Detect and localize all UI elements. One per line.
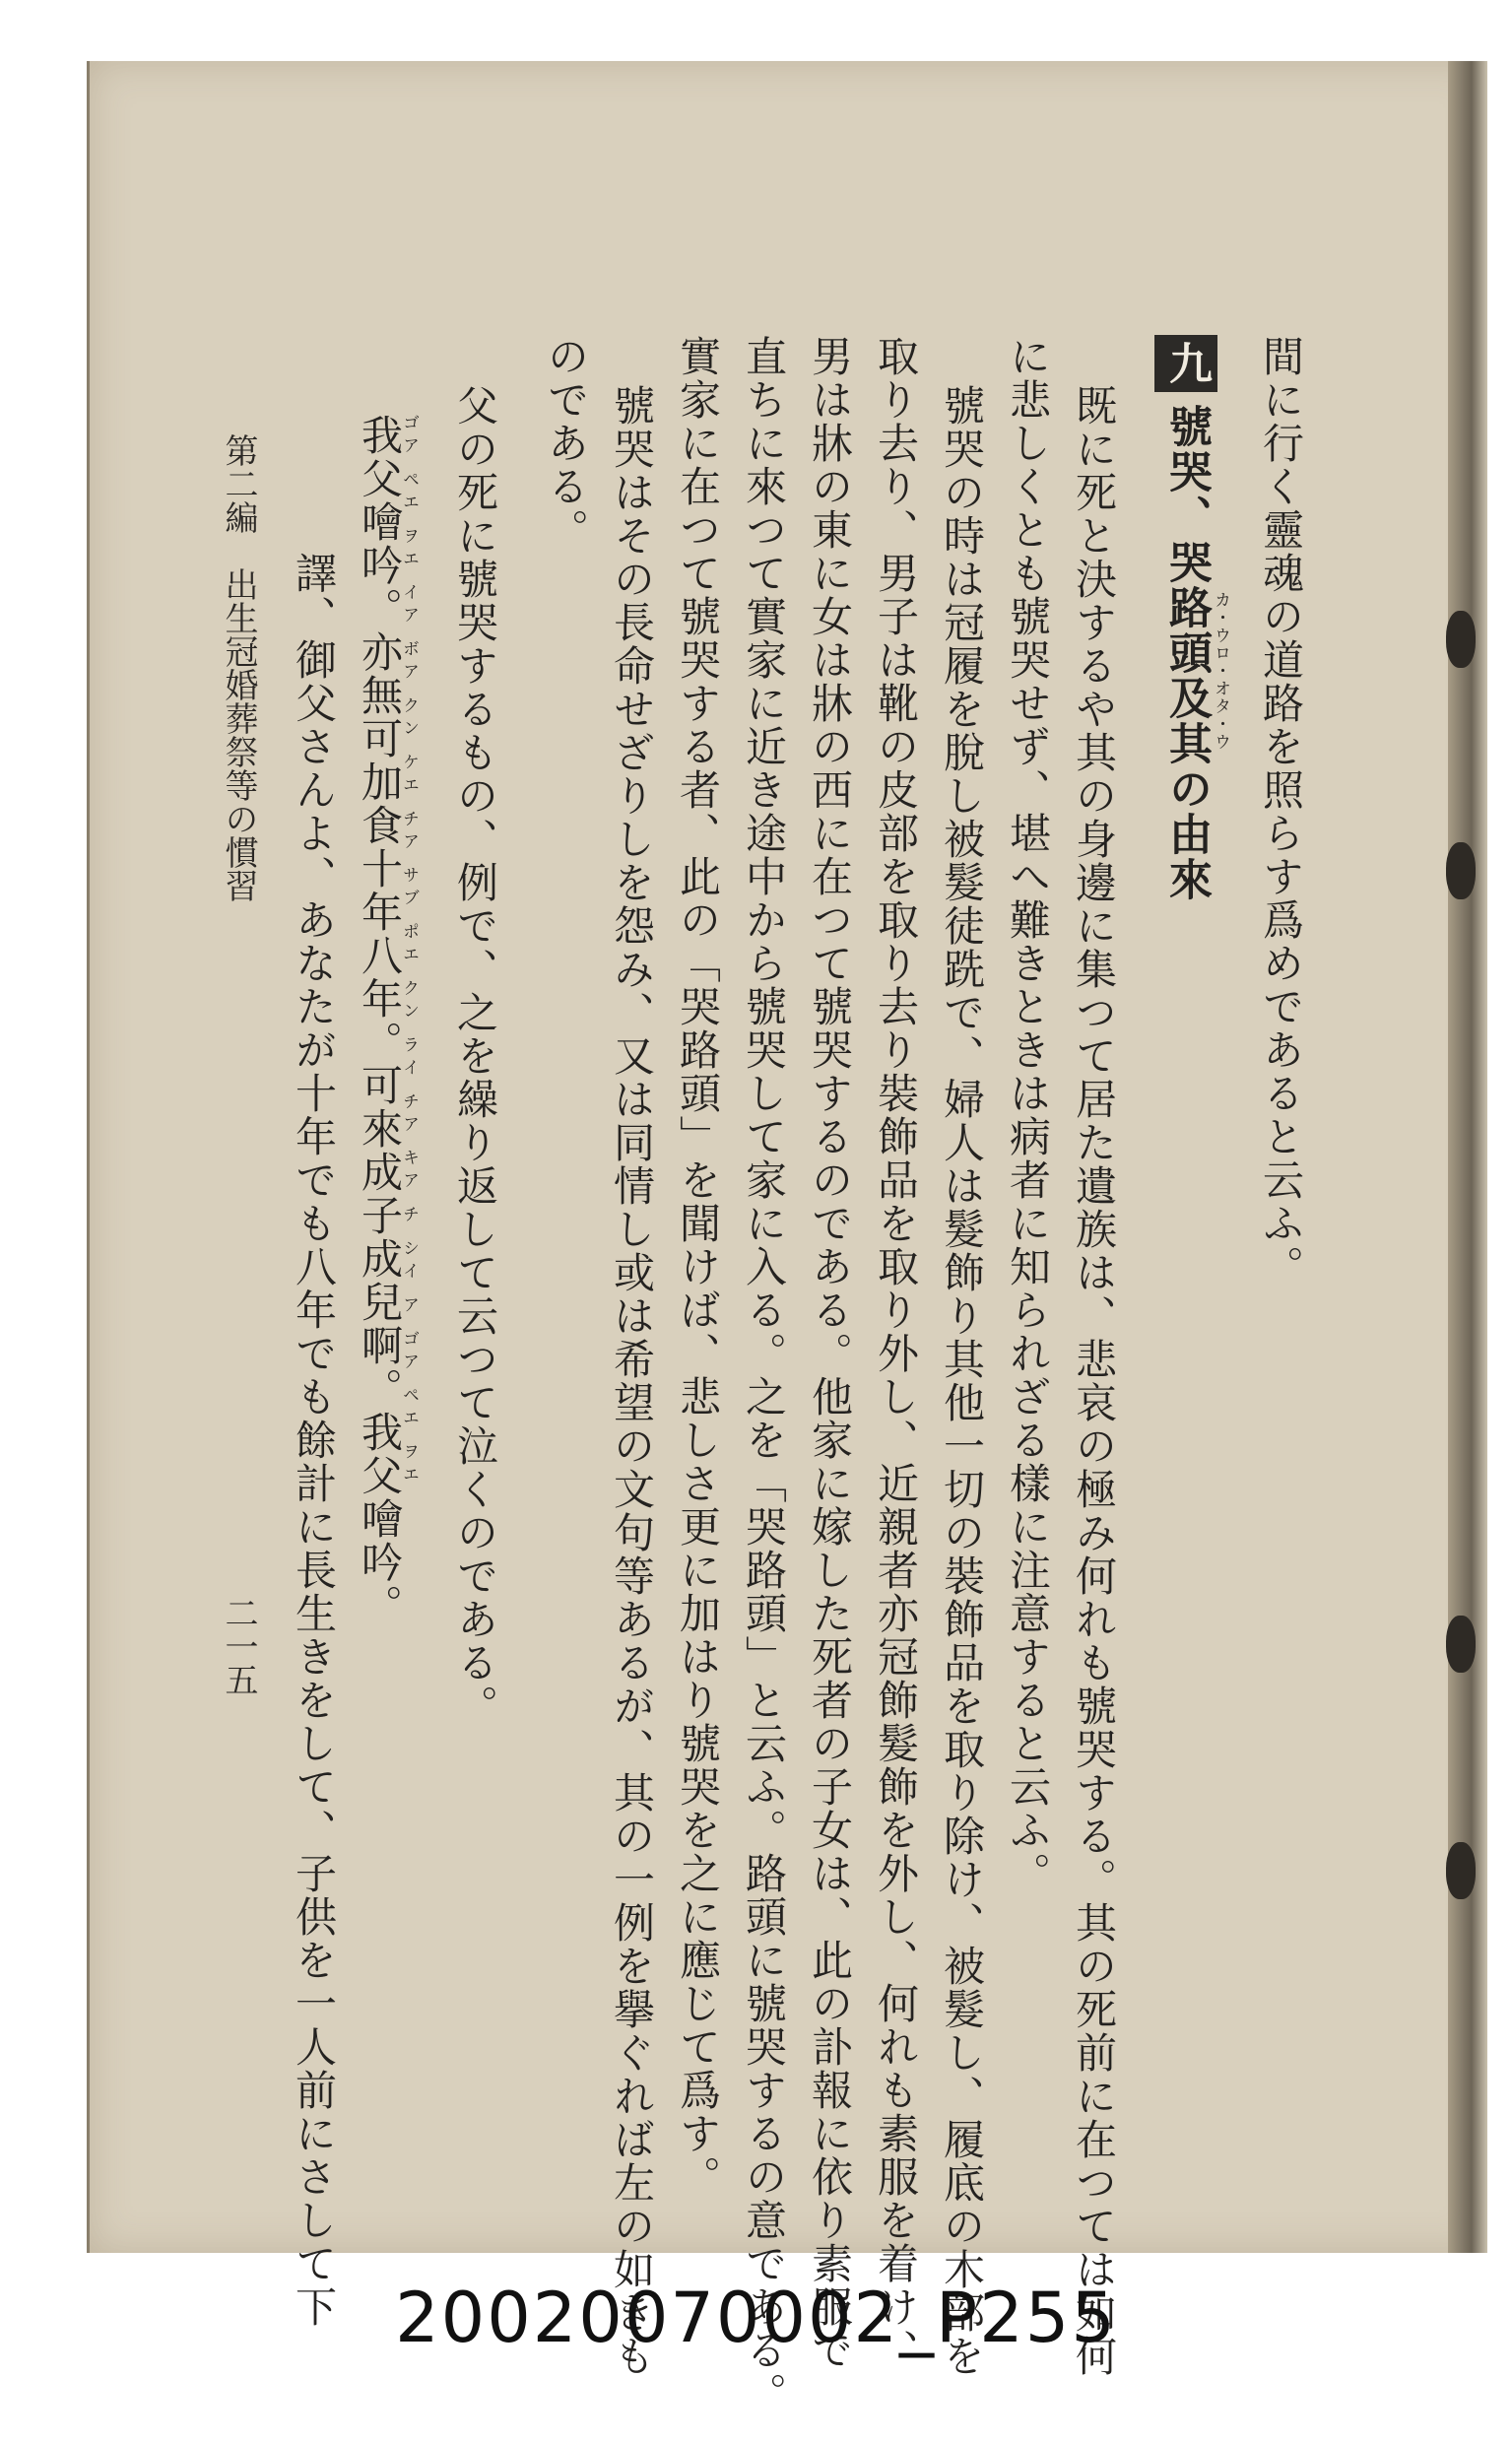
footer-section-title: 第二編 出生冠婚葬祭等の慣習 [219,433,258,902]
text-column-3: に悲しくとも號哭せず、堪へ難きときは病者に知られざる樣に注意すると云ふ。 [1004,335,1052,1895]
text-column-1: 間に行く靈魂の道路を照らす爲めであると云ふ。 [1257,335,1305,1288]
text-column-5: 取り去り、男子は靴の皮部を取り去り裝飾品を取り外し、近親者亦冠飾髮飾を外し、何れも素服を着け、 [872,335,920,2372]
section-title: 號哭、哭路頭及其の由來 [1161,404,1212,902]
text-column-7: 直ちに來つて實家に近き途中から號哭して家に入る。之を「哭路頭」と云ふ。路頭に號哭するの意である。 [740,335,788,2415]
binding-hole [1446,611,1476,668]
heading-ruby: カ・ウロ・オタ・ウ [1211,591,1230,751]
binding-hole [1446,1842,1476,1899]
text-column-4: 號哭の時は冠履を脫し被髮徒跣で、婦人は髮飾り其他一切の裝飾品を取り除け、被髮し、履底の木部を [938,384,986,2378]
text-column-8: 實家に在つて號哭する者、此の「哭路頭」を聞けば、悲しさ更に加はり號哭を之に應じて爲す。 [674,335,722,2199]
text-column-2: 既に死と決するや其の身邊に集つて居た遺族は、悲哀の極み何れも號哭する。其の死前に在つては如何 [1070,384,1118,2378]
page-number: 二一五 [219,1596,258,1696]
text-column-9: 號哭はその長命せざりしを怨み、又は同情し或は希望の文句等あるが、其の一例を擧ぐれば左の如きも [608,384,656,2378]
binding-hole [1446,1616,1476,1673]
page-edge [1448,61,1487,2253]
image-id-caption: 20020070002_P255 [395,2278,1117,2358]
binding-hole [1446,842,1476,899]
song-column: 我父噲吟。亦無可加食十年八年。可來成子成兒啊。我父噲吟。 [356,414,404,1627]
text-column-10: のである。 [542,335,590,552]
section-number: 九 [1154,335,1217,392]
song-ruby: ゴア ペエ ヲエ イア ボア クン ケエ チア サブ ポエ クン ライ チア キア チ シイ ア ゴア ペエ ヲエ [399,414,419,1488]
text-column-11: 父の死に號哭するもの、例で、之を繰り返して云つて泣くのである。 [451,384,499,1728]
text-column-13: 譯、御父さんよ、あなたが十年でも八年でも餘計に長生きをして、子供を一人前にさして下 [290,552,338,2329]
text-column-6: 男は牀の東に女は牀の西に在つて號哭するのである。他家に嫁した死者の子女は、此の訃報に依り素服で [806,335,854,2372]
